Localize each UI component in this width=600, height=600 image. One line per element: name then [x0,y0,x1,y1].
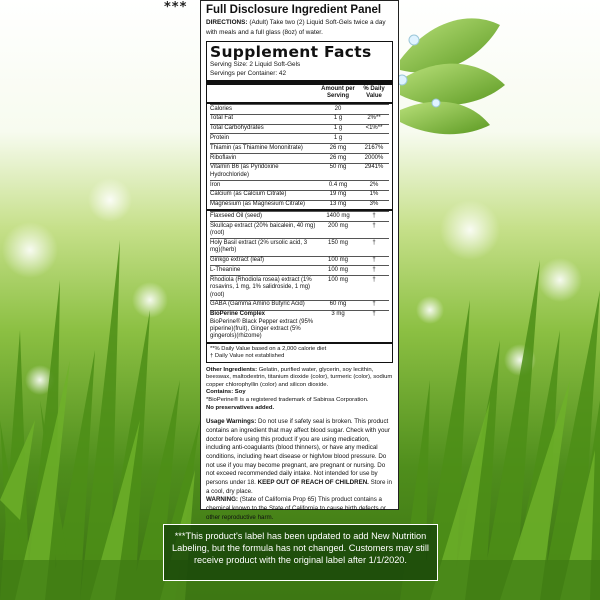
servings-per-container: Servings per Container: 42 [210,69,287,77]
other-text: Gelatin, purified water, glycerin, soy lecithin, beeswax, maltodextrin, titanium dioxide (color), turmeric (color), sodium copper chlorophyllin (color) and silicon dioxide. [206,366,393,388]
row-dv: † [372,301,376,308]
row-name: Vitamin B6 (as Pyridoxine Hydrochloride) [210,164,279,178]
row-dv: † [372,276,376,283]
table-row [210,265,389,275]
table-row [210,180,389,190]
row-amount: 26 mg [329,144,347,151]
row-amount: 13 mg [329,201,347,208]
table-row [210,256,389,266]
row-amount: 200 mg [327,222,348,229]
footnotes [210,344,389,362]
row-amount: 3 mg [331,311,345,318]
row-amount: 1 g [333,125,343,132]
row-name: Thiamin (as Thiamine Mononitrate) [210,144,303,151]
prop65-label: WARNING: [206,496,238,504]
row-name: Total Carbohydrates [210,125,264,132]
keep-out-warning: KEEP OUT OF REACH OF CHILDREN. [257,479,369,487]
usage-label: Usage Warnings: [206,418,257,426]
row-name: Total Fat [210,115,234,122]
other-label: Other Ingredients: [206,366,258,373]
row-amount: 1 g [333,115,343,122]
table-row [210,124,389,134]
row-name: Protein [210,134,230,141]
row-name: Riboflavin [210,154,237,161]
supplement-facts-title: Supplement Facts [210,43,372,62]
amount-header: Amount per Serving [321,86,355,99]
dv-header: % Daily Value [363,86,385,99]
row-name: GABA (Gamma Amino Butyric Acid) [210,301,305,308]
row-name: Rhodiola (Rhodiola rosea) extract (1% rosavins, 1 mg, 1% salidroside, 1 mg)(root) [210,276,312,298]
row-dv: 1% [369,191,379,198]
table-row [210,200,389,210]
row-amount: 1 g [333,134,343,141]
table-row [210,133,389,143]
asterisk-marker: *** [164,0,188,15]
store-text: Store in a cool, dry place. [206,479,392,495]
table-row [210,114,389,124]
row-amount: 100 mg [327,266,348,273]
column-header [210,85,389,102]
row-dv: 2000% [364,154,384,161]
row-dv: † [372,222,376,229]
serving-size: Serving Size: 2 Liquid Soft-Gels [210,61,301,69]
row-dv: 2% [369,181,379,188]
table-row [210,221,389,238]
row-amount: 100 mg [327,276,348,283]
ingredient-rows [210,211,389,309]
row-dv: † [372,212,376,219]
directions-label: DIRECTIONS: [206,19,248,26]
table-row [210,190,389,200]
row-amount: 100 mg [327,257,348,264]
table-row [210,163,389,180]
table-row [210,238,389,255]
table-row [210,153,389,163]
row-amount: 60 mg [329,301,347,308]
row-name: Flaxseed Oil (seed) [210,212,263,219]
trademark-note: *BioPerine® is a registered trademark of Sabinsa Corporation. [206,396,369,403]
no-preservatives: No preservatives added. [206,404,275,411]
footnote-dv: **% Daily Value based on a 2,000 calorie diet [210,345,327,352]
row-name: Skullcap extract (20% baicalein, 40 mg)(root) [210,222,316,237]
row-name: Iron [210,181,221,188]
row-name: Calories [210,105,233,112]
row-name: Holy Basil extract (2% ursolic acid, 3 mg)(herb) [210,239,308,254]
panel-title: Full Disclosure Ingredient Panel [206,4,382,16]
table-row [210,310,389,342]
row-dv: † [372,239,376,246]
row-dv: 2%** [367,115,381,122]
row-name: L-Theanine [210,266,241,273]
row-dv: † [372,257,376,264]
nutrient-rows [210,104,389,209]
row-amount: 150 mg [327,239,348,246]
directions [206,18,393,37]
row-dv: <1%** [365,125,383,132]
contains: Contains: Soy [206,389,246,396]
row-dv: 3% [369,201,379,208]
row-name: Ginkgo extract (leaf) [210,257,265,264]
warnings [206,418,393,522]
directions-text: (Adult) Take two (2) Liquid Soft-Gels twice a day with meals and a full glass (8oz) of water. [206,19,386,36]
ingredient-panel [200,0,399,521]
row-amount: 1400 mg [326,212,350,219]
row-dv: † [372,311,376,318]
row-dv: † [372,266,376,273]
supplement-facts-box [206,41,393,362]
row-amount: 20 [334,105,342,112]
row-amount: 26 mg [329,154,347,161]
row-amount: 0.4 mg [328,181,348,188]
table-row [210,143,389,153]
footnote-not-established: † Daily Value not established [210,352,285,359]
prop65-text: (State of California Prop 65) This product contains a chemical known to the State of California to cause birth defects or other reproductive harm. [206,496,386,521]
usage-text: Do not use if safety seal is broken. This product contains an ingredient that may affect blood sugar. Check with your doctor before using this product if you are using medication, including anti-coagulants (blood thinners), or have any medical conditions, including heart disease or high/low blood pressure. Do not use if you may become pregnant, are pregnant or nursing. Do not exceed recommended daily intake. Not intended for use by persons under 18. [206,418,390,487]
row-dv: 2167% [364,144,384,151]
row-name [210,311,317,341]
row-amount: 50 mg [329,164,347,171]
table-row [210,104,389,114]
complex-name: BioPerine Complex [210,311,266,318]
row-name: Calcium (as Calcium Citrate) [210,191,287,198]
other-ingredients [206,367,393,413]
row-name: Magnesium (as Magnesium Citrate) [210,201,306,208]
table-row [210,275,389,300]
row-dv: 2941% [364,164,384,171]
row-amount: 19 mg [329,191,347,198]
label-update-notice: ***This product's label has been updated to add New Nutrition Labeling, but the formula has not changed. Customers may still receive product with the original label after 1/1/2020. [163,524,438,581]
table-row [210,211,389,221]
table-row [210,300,389,310]
complex-detail: BioPerine® Black Pepper extract (95% piperine)(fruit), Ginger extract (5% gingerols)(rhizome) [210,318,314,340]
